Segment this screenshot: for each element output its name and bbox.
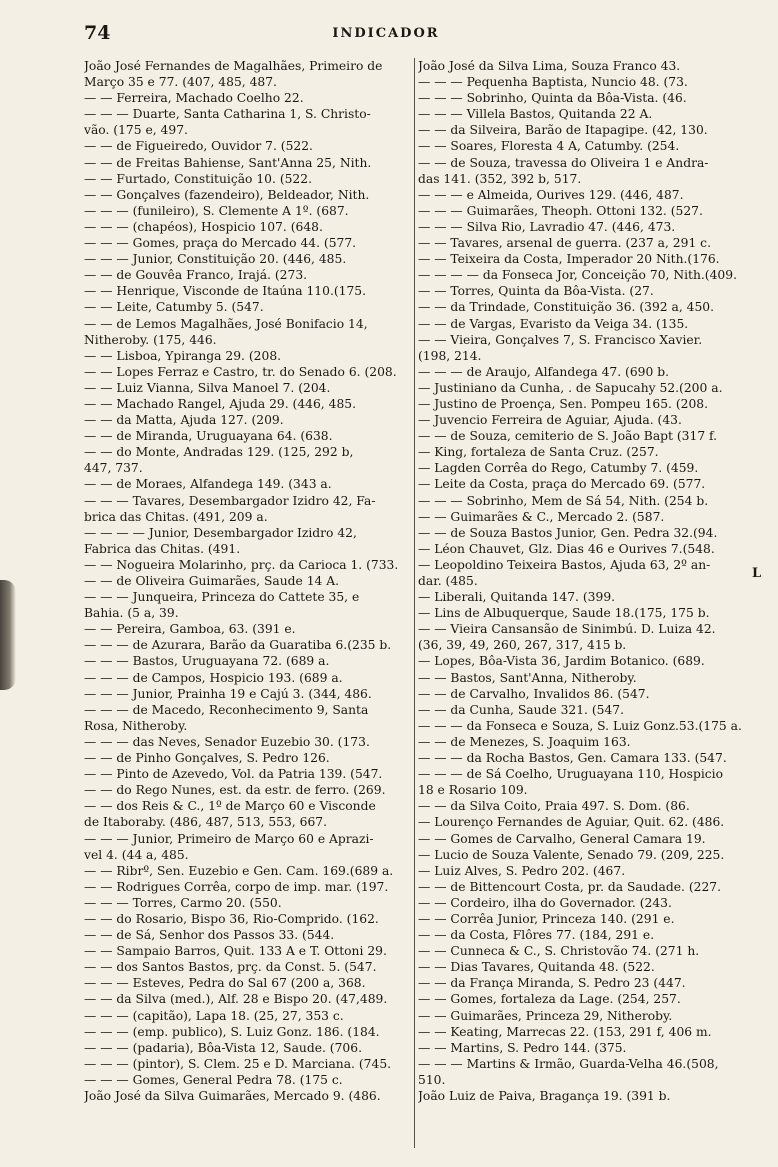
directory-entry-line: dar. (485. (418, 574, 478, 588)
directory-entry-line: — — de Lemos Magalhães, José Bonifacio 14, (84, 316, 368, 331)
directory-entry-line: — — dos Reis & C., 1º de Março 60 e Visconde (84, 799, 376, 814)
directory-entry-line: João José da Silva Lima, Souza Franco 43. (418, 59, 681, 73)
directory-entry-line: — — de Souza, cemiterio de S. João Bapt (317 f. (418, 429, 718, 444)
directory-entry-line: brica das Chitas. (491, 209 a. (84, 509, 268, 524)
directory-entry-line: — — de Gouvêa Franco, Irajá. (273. (84, 268, 308, 283)
directory-entry-line: — — da Matta, Ajuda 127. (209. (84, 413, 284, 428)
directory-entry-line: Março 35 e 77. (407, 485, 487. (84, 75, 277, 90)
directory-entry-line: — — — de Sá Coelho, Uruguayana 110, Hospicio (418, 767, 723, 782)
directory-entry-line: — — de Freitas Bahiense, Sant'Anna 25, Nith. (84, 155, 372, 170)
directory-entry-line: — — da Costa, Flôres 77. (184, 291 e. (418, 928, 655, 943)
directory-entry-line: 510. (418, 1072, 446, 1087)
directory-entry-line: — — Dias Tavares, Quitanda 48. (522. (418, 960, 655, 975)
directory-entry-line: Rosa, Nitheroby. (84, 718, 188, 733)
directory-entry-line: — — Lisboa, Ypiranga 29. (208. (84, 348, 282, 363)
directory-entry-line: — — Ribrº, Sen. Euzebio e Gen. Cam. 169.(689 a. (84, 863, 394, 878)
directory-entry-line: — — — Junqueira, Princeza do Cattete 35, e (84, 590, 360, 605)
directory-entry-line: — — da Silva (med.), Alf. 28 e Bispo 20. (47,489. (84, 992, 388, 1007)
directory-entry-line: — — — Junior, Primeiro de Março 60 e Aprazi- (84, 831, 374, 846)
directory-entry-line: Fabrica das Chitas. (491. (84, 541, 241, 556)
directory-entry-line: — Léon Chauvet, Glz. Dias 46 e Ourives 7.(548. (418, 541, 715, 556)
directory-entry-line: — — da Trindade, Constituição 36. (392 a, 450. (418, 300, 715, 315)
directory-entry-line: — — de Souza, travessa do Oliveira 1 e Andra- (418, 155, 709, 170)
directory-entry-line: — Luiz Alves, S. Pedro 202. (467. (418, 863, 626, 878)
directory-entry-line: — Lagden Corrêa do Rego, Catumby 7. (459. (418, 461, 699, 476)
directory-entry-line: — — de Carvalho, Invalidos 86. (547. (418, 686, 650, 701)
directory-entry-line: — — Luiz Vianna, Silva Manoel 7. (204. (84, 380, 331, 395)
directory-entry-line: (198, 214. (418, 348, 482, 363)
directory-entry-line: — — dos Santos Bastos, prç. da Const. 5. (547. (84, 960, 377, 975)
directory-entry-line: (36, 39, 49, 260, 267, 317, 415 b. (418, 638, 627, 653)
directory-entry-line: — — de Miranda, Uruguayana 64. (638. (84, 429, 333, 444)
directory-entry-line: — — Furtado, Constituição 10. (522. (84, 171, 312, 186)
directory-entry-line: — Leite da Costa, praça do Mercado 69. (577. (418, 477, 706, 492)
directory-entry-line: — — da Cunha, Saude 321. (547. (418, 702, 625, 717)
directory-entry-line: — — — Torres, Carmo 20. (550. (84, 895, 282, 910)
directory-entry-line: — — — (capitão), Lapa 18. (25, 27, 353 c. (84, 1008, 344, 1023)
directory-entry-line: — — — Martins & Irmão, Guarda-Velha 46.(508, (418, 1056, 719, 1071)
directory-entry-line: — Leopoldino Teixeira Bastos, Ajuda 63, 2º an- (418, 557, 711, 572)
directory-entry-line: — Lourenço Fernandes de Aguiar, Quit. 62. (486. (418, 815, 725, 830)
directory-entry-line: — — Rodrigues Corrêa, corpo de imp. mar. (197. (84, 879, 389, 894)
directory-entry-line: — — Gomes, fortaleza da Lage. (254, 257. (418, 992, 681, 1007)
directory-entry-line: — — Sampaio Barros, Quit. 133 A e T. Ottoni 29. (84, 944, 387, 959)
directory-entry-line: — — — Junior, Prainha 19 e Cajú 3. (344, 486. (84, 686, 372, 701)
directory-entry-line: — — — (pintor), S. Clem. 25 e D. Marciana. (745. (84, 1056, 392, 1071)
directory-entry-line: Bahia. (5 a, 39. (84, 606, 179, 621)
directory-entry-line: — — — Bastos, Uruguayana 72. (689 a. (84, 654, 330, 669)
directory-entry-line: — — Soares, Floresta 4 A, Catumby. (254. (418, 139, 680, 154)
directory-entry-line: — — Leite, Catumby 5. (547. (84, 300, 264, 315)
directory-entry-line: — — Cunneca & C., S. Christovão 74. (271 h. (418, 944, 700, 959)
directory-entry-line: — — Gonçalves (fazendeiro), Beldeador, Nith. (84, 187, 370, 202)
directory-entry-line: — — — Sobrinho, Quinta da Bôa-Vista. (46. (418, 91, 687, 106)
directory-entry-line: — — Lopes Ferraz e Castro, tr. do Senado 6. (208. (84, 364, 397, 379)
directory-entry-line: — — de Sá, Senhor dos Passos 33. (544. (84, 928, 335, 943)
directory-entry-line: — — Cordeiro, ilha do Governador. (243. (418, 895, 672, 910)
directory-entry-line: — — de Vargas, Evaristo da Veiga 34. (135. (418, 316, 689, 331)
column-divider (414, 58, 415, 1148)
directory-entry-line: — — — Junior, Constituição 20. (446, 485. (84, 252, 347, 267)
directory-entry-line: — — — (chapéos), Hospicio 107. (648. (84, 219, 323, 234)
directory-entry-line: — — de Figueiredo, Ouvidor 7. (522. (84, 139, 313, 154)
directory-entry-line: — — Keating, Marrecas 22. (153, 291 f, 406 m. (418, 1024, 712, 1039)
directory-entry-line: — Lopes, Bôa-Vista 36, Jardim Botanico. (689. (418, 654, 705, 669)
margin-mark: L (752, 566, 762, 581)
directory-entry-line: — Liberali, Quitanda 147. (399. (418, 590, 616, 605)
directory-entry-line: — — Pinto de Azevedo, Vol. da Patria 139. (547. (84, 767, 383, 782)
directory-entry-line: — — Vieira Cansansão de Sinimbú. D. Luiza 42. (418, 622, 716, 637)
directory-entry-line: — — de Souza Bastos Junior, Gen. Pedra 32.(94. (418, 525, 718, 540)
directory-entry-line: — — — da Rocha Bastos, Gen. Camara 133. (547. (418, 751, 727, 766)
directory-entry-line: — — Bastos, Sant'Anna, Nitheroby. (418, 670, 637, 685)
directory-entry-line: — — Gomes de Carvalho, General Camara 19. (418, 831, 706, 846)
directory-entry-line: — — — Esteves, Pedra do Sal 67 (200 a, 368. (84, 976, 366, 991)
directory-entry-line: — — — Duarte, Santa Catharina 1, S. Christo- (84, 107, 371, 122)
directory-entry-line: — — — Gomes, praça do Mercado 44. (577. (84, 236, 357, 251)
left-column (84, 58, 414, 1158)
directory-entry-line: — — — Sobrinho, Mem de Sá 54, Nith. (254 b. (418, 493, 709, 508)
directory-entry-line: — — — Tavares, Desembargador Izidro 42, Fa- (84, 493, 376, 508)
directory-entry-line: — — de Oliveira Guimarães, Saude 14 A. (84, 574, 340, 588)
directory-entry-line: — — — de Campos, Hospicio 193. (689 a. (84, 670, 343, 685)
directory-entry-line: — — de Menezes, S. Joaquim 163. (418, 734, 631, 749)
directory-entry-line: — Justino de Proença, Sen. Pompeu 165. (208. (418, 396, 709, 411)
directory-entry-line: — — Guimarães & C., Mercado 2. (587. (418, 509, 665, 524)
directory-entry-line: — Lins de Albuquerque, Saude 18.(175, 175 b. (418, 606, 710, 621)
directory-entry-line: — — — da Fonseca e Souza, S. Luiz Gonz.53.(175 a. (418, 718, 742, 733)
directory-entry-line: — King, fortaleza de Santa Cruz. (257. (418, 445, 659, 460)
page-header (84, 18, 748, 48)
directory-entry-line: — — — Villela Bastos, Quitanda 22 A. (418, 107, 653, 122)
directory-entry-line: — — Pereira, Gamboa, 63. (391 e. (84, 622, 296, 637)
directory-entry-line: — — da França Miranda, S. Pedro 23 (447. (418, 976, 686, 991)
directory-entry-line: — — Martins, S. Pedro 144. (375. (418, 1040, 627, 1055)
directory-entry-line: — — — Pequenha Baptista, Nuncio 48. (73. (418, 75, 688, 90)
directory-entry-line: vel 4. (44 a, 485. (84, 847, 189, 862)
directory-entry-line: — — Ferreira, Machado Coelho 22. (84, 91, 304, 106)
directory-entry-line: — — Teixeira da Costa, Imperador 20 Nith.(176. (418, 252, 720, 267)
directory-entry-line: — — — de Azurara, Barão da Guaratiba 6.(235 b. (84, 638, 392, 653)
directory-entry-line: — — — Gomes, General Pedra 78. (175 c. (84, 1072, 343, 1087)
directory-entry-line: — — da Silva Coito, Praia 497. S. Dom. (86. (418, 799, 690, 814)
directory-entry-line: 18 e Rosario 109. (418, 783, 528, 798)
directory-entry-line: — — — das Neves, Senador Euzebio 30. (173. (84, 734, 370, 749)
directory-entry-line: — — Henrique, Visconde de Itaúna 110.(175. (84, 284, 367, 299)
directory-entry-line: — — Torres, Quinta da Bôa-Vista. (27. (418, 284, 654, 299)
directory-entry-line: — — — (padaria), Bôa-Vista 12, Saude. (706. (84, 1040, 362, 1055)
directory-entry-line: — — Tavares, arsenal de guerra. (237 a, 291 c. (418, 236, 711, 251)
directory-entry-line: — Juvencio Ferreira de Aguiar, Ajuda. (43. (418, 413, 682, 428)
directory-entry-line: — — — — da Fonseca Jor, Conceição 70, Nith.(409. (418, 268, 737, 283)
directory-entry-line: — — — Silva Rio, Lavradio 47. (446, 473. (418, 219, 676, 234)
directory-entry-line: — — Nogueira Molarinho, prç. da Carioca 1. (733. (84, 557, 399, 572)
directory-entry-line: — — Vieira, Gonçalves 7, S. Francisco Xavier. (418, 332, 703, 347)
directory-entry-line: das 141. (352, 392 b, 517. (418, 171, 582, 186)
directory-entry-line: — — — e Almeida, Ourives 129. (446, 487. (418, 187, 684, 202)
directory-entry-line: — Justiniano da Cunha, . de Sapucahy 52.(200 a. (418, 380, 723, 395)
running-title: INDICADOR (332, 26, 440, 41)
directory-entry-line: — — Corrêa Junior, Princeza 140. (291 e. (418, 911, 675, 926)
right-column (418, 58, 763, 1158)
page-number: 74 (84, 22, 111, 44)
directory-entry-line: — — — — Junior, Desembargador Izidro 42, (84, 525, 357, 540)
directory-entry-line: — — — (funileiro), S. Clemente A 1º. (687. (84, 203, 349, 218)
directory-entry-line: 447, 737. (84, 461, 143, 476)
directory-entry-line: vão. (175 e, 497. (84, 123, 188, 138)
directory-entry-line: João José da Silva Guimarães, Mercado 9. (486. (84, 1089, 381, 1103)
directory-entry-line: — — da Silveira, Barão de Itapagipe. (42, 130. (418, 123, 708, 138)
directory-entry-line: — — — (emp. publico), S. Luiz Gonz. 186. (184. (84, 1024, 380, 1039)
directory-entry-line: — — — Guimarães, Theoph. Ottoni 132. (527. (418, 203, 703, 218)
directory-entry-line: — — de Bittencourt Costa, pr. da Saudade. (227. (418, 879, 722, 894)
directory-entry-line: — — — de Macedo, Reconhecimento 9, Santa (84, 702, 369, 717)
directory-entry-line: — — do Monte, Andradas 129. (125, 292 b, (84, 445, 354, 460)
directory-entry-line: — — de Pinho Gonçalves, S. Pedro 126. (84, 751, 330, 766)
directory-entry-line: João José Fernandes de Magalhães, Primeiro de (84, 59, 383, 73)
directory-entry-line: — — do Rosario, Bispo 36, Rio-Comprido. (162. (84, 911, 379, 926)
directory-entry-line: — — de Moraes, Alfandega 149. (343 a. (84, 477, 332, 492)
directory-entry-line: — — do Rego Nunes, est. da estr. de ferro. (269. (84, 783, 386, 798)
ink-blot (0, 580, 16, 690)
directory-entry-line: de Itaboraby. (486, 487, 513, 553, 667. (84, 815, 328, 830)
directory-entry-line: — — — de Araujo, Alfandega 47. (690 b. (418, 364, 670, 379)
directory-entry-line: — — Guimarães, Princeza 29, Nitheroby. (418, 1008, 673, 1023)
directory-entry-line: João Luiz de Paiva, Bragança 19. (391 b. (418, 1089, 671, 1103)
directory-entry-line: — Lucio de Souza Valente, Senado 79. (209, 225. (418, 847, 725, 862)
directory-entry-line: — — Machado Rangel, Ajuda 29. (446, 485. (84, 396, 357, 411)
directory-entry-line: Nitheroby. (175, 446. (84, 332, 217, 347)
